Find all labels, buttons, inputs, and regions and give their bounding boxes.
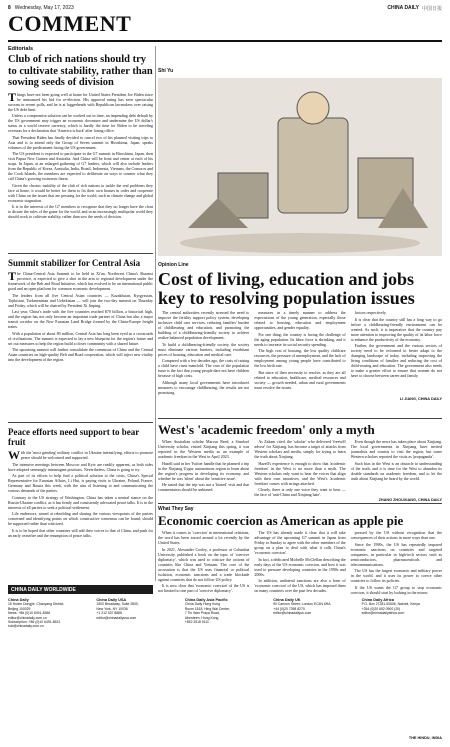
paragraph: With a population of about 80 million, Central Asia has long been eyed as a crossroads of civilizations. The summit is expected to lay a new blueprint for the region's future and set out measures to help the region build a closer community with a shared future.: [8, 330, 153, 346]
contact-offices: [8, 598, 442, 629]
paragraph: The US has the largest economic and military power in the world, and it uses its power to coerce other countries to follow its policies.: [350, 568, 442, 583]
wts-column-2: [254, 530, 345, 735]
second-editorial-body: [8, 271, 153, 364]
contact-office: [8, 598, 88, 629]
office-line: editor@chinadailyafrica.com: [361, 611, 405, 616]
paragraph: That President Biden has finally decided to cancel two of his planned visiting trips to Asia and is to attend only the Group of Seven summit in Hiroshima, Japan, speaks volumes of the predicament facing the US government.: [8, 134, 153, 150]
office-line: 15 Huixin Dongjie, Chaoyang District,: [8, 602, 65, 607]
lead-editorial-headline: Club of rich nations should try to cultivate stability, rather than sowing seeds of division: [8, 54, 153, 88]
editorials-kicker: Editorials: [8, 46, 34, 52]
office-name: China Daily Africa: [361, 598, 394, 602]
story-divider: [8, 253, 153, 254]
opinion-column-2: [254, 310, 345, 396]
paragraph: As Zakam cited, the 'scholar' who delivered 'freewill advise' for Xinjiang, has become a target of attacks from Western scholars and media, simply for trying to learn the truth about Xinjiang.: [254, 439, 346, 459]
paragraph: factors respectively.: [354, 310, 387, 315]
office-line: P.O. Box 27281-00506, Nairobi, Kenya: [361, 602, 420, 607]
opinion-label: Opinion Line: [158, 262, 189, 268]
opinion-column-1: [158, 310, 249, 396]
paragraph: But since of their necessity to resolve, as they are all related to education, healthcare, medical resources and society — growth needed, urban and rural governments must resolve the issues.: [254, 369, 346, 390]
office-line: Room 1818, Hing Wai Centre,: [184, 606, 230, 611]
wts-headline: Economic coercion as American as apple pie: [158, 513, 404, 528]
story-divider: [158, 418, 442, 419]
paragraph: Even though the news has taken place about Xinjiang. The local governments in Xinjiang have invited journalists and tourists to visit the region, but some Western scholars reported the visits as 'propaganda'.: [350, 439, 442, 459]
paragraph: The high cost of housing, the low quality childcare resources, the pressure of unemployment, and the lack of employment among young people have contributed to the low birth rate.: [254, 348, 346, 368]
west-story: [158, 421, 442, 502]
paragraph: The leaders from all five Central Asian countries — Kazakhstan, Kyrgyzstan, Tajikistan, Turkmenistan and Uzbekistan — will join the two-day summit on Thursday and Friday, which will be chaired by President Xi Jinping.: [8, 292, 153, 308]
contact-office: [185, 598, 265, 629]
editorial-cartoon: [158, 78, 442, 256]
paragraph: Given the chronic inability of the club of rich nations to tackle the real problems they face at home, it would be better for them to fix their own houses in order and cooperate with China on the issues that are pressing for the world, such as climate change and global economic stagnation.: [8, 182, 153, 203]
paragraph: Although many local governments have introduced measures to encourage childbearing, the results are not promising.: [158, 379, 250, 395]
paragraph: The upcoming summit will further consolidate the consensus of China and the Central Asian countries on high-quality Belt and Road cooperation, which will inject new vitality into the development of the region.: [8, 347, 153, 362]
west-signature: ZHANG ZHOUXIANG, CHINA DAILY: [378, 498, 442, 502]
contact-bar: CHINA DAILY WORLDWIDE: [8, 585, 153, 594]
paragraph: He stated that the trip was not a 'biased' visit and that commentators should be unbiased.: [158, 482, 250, 492]
paragraph: It is now clear that 'economic coercion' of the US is not limited to one part of 'coercive diplomacy'.: [158, 583, 250, 593]
office-line: Subscription: +86 (0)10 6491-8631: [8, 620, 61, 625]
page-number: 8: [8, 5, 11, 11]
paragraph: The China-Central Asia Summit to be held in Xi'an, Northwest China's Shaanxi province, is expected to give a shot in the arm to regional development under the framework of the Belt and Road Initiative, which has evolved to be an international public good and an open platform for common economic development.: [8, 271, 153, 291]
opinion-column-3: [351, 310, 442, 396]
central-asia-editorial: [8, 256, 153, 364]
paragraph: To build a childbearing-friendly society, the society must eliminate various barriers, including exorbitant prices of housing, education and medical care.: [158, 341, 250, 357]
opinion-line: [158, 262, 442, 401]
office-line: +1 212 537 8888: [96, 611, 122, 616]
paragraph: In fact, a dedicated Michelle McClellan describing the early days of the US economic coercion, and how it was used to pressure developing countries in the 1990s and 2000s.: [254, 556, 346, 577]
page-date: Wednesday, May 17, 2023: [14, 5, 74, 11]
west-column-2: [254, 439, 345, 497]
office-line: News: +86 (0)10 6491-8366: [8, 611, 51, 616]
paragraph: Unless a compromise solution can be worked out in time, an impending debt default by the US government may trigger an economic downturn and undermine the US dollar's status as a world reserve currency, which is hardly the time for Biden to be traveling overseas for a declaration that 'America is back' after losing office.: [8, 113, 153, 133]
paragraph: In 2021, Alexander Cooley, a professor at Columbia University, published a book on the topic of 'coercive diplomacy', which was used to criticize the actions of countries like China and Vietnam. The core of the accusation is that the US uses financial or political isolation, economic sanctions and a trade blockade against countries that do not follow US policy.: [158, 546, 250, 582]
office-line: Beijing 100029: [8, 606, 31, 611]
paragraph: With the 'most grinding' military conflict in Ukraine intensifying, efforts to promote peace should be welcomed and supported.: [8, 450, 153, 462]
paragraph: Such bias in the West is an obstacle to understanding of the truth, and it is time for the West to abandon its double standards on academic freedom, and to let the truth about Xinjiang be heard by the world.: [350, 460, 442, 481]
office-line: 7 Tin Wan Praya Road,: [184, 611, 220, 616]
wts-label: What They Say: [158, 506, 194, 512]
column-divider: [155, 46, 156, 581]
cartoon-illustration: [158, 78, 442, 256]
contact-office: [96, 598, 176, 629]
office-line: editor@chinadailyusa.com: [96, 615, 137, 620]
paragraph: If the US wants the G7 group to stop economic coercion, it should start by looking in the mirror.: [350, 584, 442, 595]
office-line: +852 2518 5111: [184, 620, 209, 625]
office-line: +44 (0)20 7398 8270: [273, 606, 305, 611]
office-line: 1500 Broadway, Suite 2800,: [96, 602, 139, 607]
office-name: China Daily: [8, 598, 29, 602]
paragraph: Life endeavors, aimed at rebuilding and sharing the various viewpoints of the parties concerned and identifying points on which constructive consensus can be found, should be supported rather than criticized.: [8, 511, 153, 526]
paragraph: measures in a timely manner to address the expectations of the young generation, especially those related to housing, education and employment opportunities, and gender equality.: [254, 310, 346, 330]
second-editorial-headline: Summit stabilizer for Central Asia: [8, 258, 141, 268]
paragraph: Hazell said in her Twitter handle that he planned a trip to the Xinjiang Uygur autonomous region to learn about the region's progress in developing its economy, and whether he was 'silent' about the 'sensitive issue'.: [158, 460, 250, 481]
office-line: +254 (0)20 692 0900 (20): [361, 606, 401, 611]
paragraph: Things have not been going well at home for United States President Joe Biden since he announced his bid for re-election. His approval rating has seen spectacular swoons in recent polls, and he is at loggerheads with Republican lawmakers over raising the US debt limit.: [8, 91, 153, 112]
cartoon-credit: Shi Yu: [158, 68, 174, 74]
paragraph: The US has already made it clear that it will take advantage of the upcoming G7 summit in Japan from Friday to Sunday to agree with the other members of the group on a plan to deal with what it calls China's 'economic coercion'.: [254, 530, 346, 555]
paragraph: It is to be hoped that other countries will add their voices to that of China, and push for an early ceasefire and the resumption of peace talks.: [8, 527, 153, 538]
paragraph: pressed by the US without recognition that the consequences of their actions in more ways than one.: [350, 530, 442, 540]
office-line: editor@chinadailyuk.com: [273, 611, 312, 616]
third-editorial-body: [8, 450, 153, 539]
office-name: China Daily UK: [273, 598, 301, 602]
office-name: China Daily USA: [96, 598, 127, 602]
paragraph: Compared with a few decades ago, the costs of raising a child have risen manifold. The crux of the population issue is the fact that young people dare not have children because of high costs.: [158, 358, 250, 378]
paragraph: Hazell's experience is enough to show that 'academic freedom' in the West is no more than a myth. The Western scholars only want to hear the voices that align with their own narratives, and the West's 'academic freedom' comes with strings attached.: [254, 460, 346, 486]
lead-editorial-body: [8, 92, 153, 221]
paragraph: The US president is expected to participate in the G7 summit in Hiroshima, Japan, then visit Papua New Guinea and Australia. And China will be front and center at each of his stops. In Japan, at an enlarged gathering of G7 leaders, which will also include leaders from the Republic of Korea, Australia, India, Brazil, Indonesia, Vietnam, the Comoros and the Cook Islands, the members are expected to deliberate on ways to counter what they call China's growing economic threat.: [8, 151, 153, 181]
opinion-headline: Cost of living, education and jobs key to resolving population issues: [158, 269, 415, 308]
paragraph: In addition, unilateral sanctions are also a form of 'economic coercion' of the US, which has imposed them on many countries over the past few decades.: [254, 578, 346, 593]
paragraph: Since the 1990s, the US has repeatedly imposed economic sanctions on countries and targeted companies, in particular in high-tech sectors such as semiconductors, pharmaceuticals and telecommunications.: [350, 541, 442, 567]
section-divider: [8, 40, 442, 42]
paragraph: The central authorities recently stressed the need to improve the fertility support policy system, developing inclusive child care services, reducing families' burden of childbearing and education, and promoting the building of a childbearing-friendly society to achieve realize balanced population development.: [158, 310, 250, 340]
office-name: China Daily Asia Pacific: [184, 598, 228, 602]
paragraph: For one thing, the country is facing the challenge of the aging population. Its labor force is shrinking, and it needs to increase its social security spending.: [254, 331, 346, 347]
west-headline: West's 'academic freedom' only a myth: [158, 422, 375, 437]
masthead-name-cn: 中国日报: [421, 5, 442, 12]
office-line: New York, NY 10036: [96, 606, 128, 611]
paragraph: When it comes to 'coercion' in international relations, the word has been tossed around a lot recently by the United States.: [158, 530, 250, 545]
contact-office: [362, 598, 442, 629]
paragraph: As part of its efforts to help find a political solution to the crisis, China's Special Representative for Eurasian Affairs, Li Hui, is paying visits to Ukraine, Poland, France, Germany and Russia this week, with the aim of listening to and communicating the various demands of the parties.: [8, 473, 153, 493]
paragraph: Clearly, there is only one voice they want to hear — the face of 'anti-China and Xinjiang hate'.: [254, 487, 346, 497]
office-line: 90 Cannon Street, London EC4N 6HA: [273, 602, 331, 607]
wts-signature: THE HINDU, INDIA: [408, 736, 442, 740]
office-line: China Daily Hong Kong: [184, 602, 221, 607]
third-editorial-headline: Peace efforts need support to bear fruit: [8, 427, 140, 447]
west-column-1: [158, 439, 249, 497]
peace-editorial: [8, 425, 153, 539]
paragraph: The intensive meetings between Moscow and Kyiv are readily apparent, as both sides have adopted seemingly intransigent positions. Nevertheless, China is going to try.: [8, 461, 153, 472]
paragraph: When Australian scholar Marcus Reed, a Stanford University scholar, visited Xinjiang this spring, it was reported in the Western media as an example of academic freedom in the West in April 2023.: [158, 439, 250, 459]
paragraph: It is in the interests of the G7 members to recognize that they no longer have the clout to dictate the rules of the game for the world, and in an increasingly multipolar world they should work to cultivate stability, rather than sow the seeds of division.: [8, 204, 153, 219]
wts-column-1: [158, 530, 249, 735]
story-divider: [8, 422, 153, 423]
masthead-name: CHINA DAILY: [387, 5, 419, 11]
paragraph: Last year, China's trade with the five countries reached $70 billion, a historical high, and the region has not only become an important trade partner of China but also a major transit corridor on the New Eurasian Land Bridge formed by the China-Europe freight trains.: [8, 309, 153, 329]
opinion-signature: LI JIANG, CHINA DAILY: [399, 397, 442, 401]
office-line: editor@chinadaily.com.cn: [8, 615, 47, 620]
paragraph: It is clear that the country still has a long way to go before a childbearing-friendly environment can be created. As such, it is imperative that the country pay more attention to improving the quality of its labor force to enhance the productivity of the economy.: [350, 316, 442, 342]
section-title: COMMENT: [8, 11, 132, 36]
office-line: Aberdeen, Hong Kong: [184, 615, 219, 620]
contact-office: [273, 598, 353, 629]
wts-column-3: [351, 530, 442, 735]
story-divider: [158, 503, 442, 504]
editorials-column: [8, 46, 153, 221]
west-column-3: [351, 439, 442, 497]
office-line: sub@chinadaily.com.cn: [8, 624, 44, 629]
paragraph: Contrary to the US strategy of Washington, China has taken a neutral stance on the Russia-Ukraine conflict, as it has firmly and consistently advocated peace talks. It is in the interests of all parties to seek a political settlement.: [8, 494, 153, 510]
paragraph: Further, the government and the various sectors of society need to be reformed to better adapt to the changing landscape of today, including improving the living conditions of families and reducing the cost of child-rearing and education. The government also needs to make a greater effort to ensure that women do not have to choose between career and family.: [350, 343, 442, 378]
